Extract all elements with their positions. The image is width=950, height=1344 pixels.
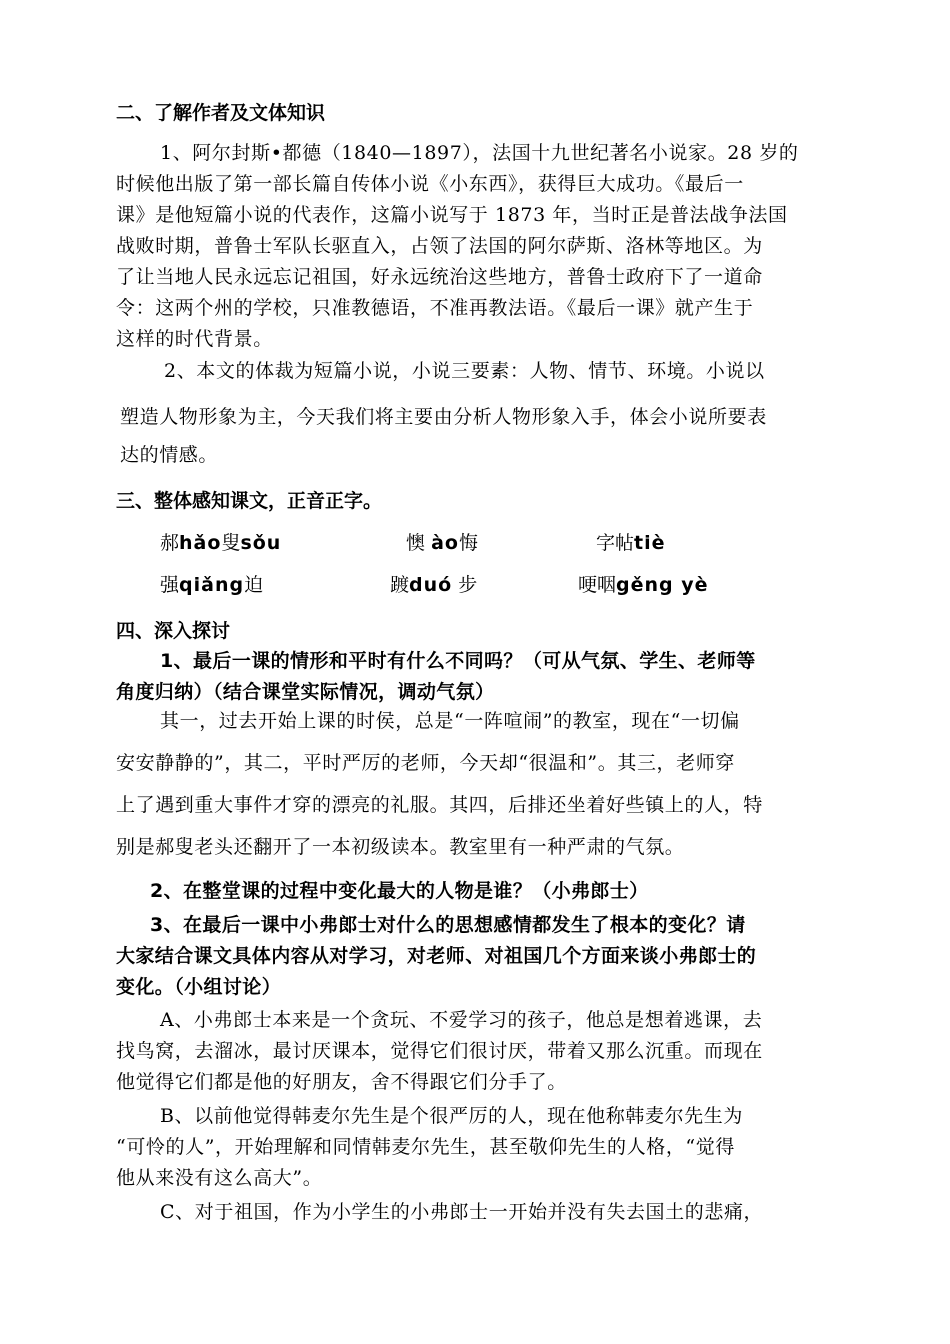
question-line: 大家结合课文具体内容从对学习，对老师、对祖国几个方面来谈小弗郎士的 <box>116 945 757 967</box>
paragraph-line: 了让当地人民永远忘记祖国，好永远统治这些地方，普鲁士政府下了一道命 <box>116 266 763 288</box>
answer-line: 他觉得它们都是他的好朋友，舍不得跟它们分手了。 <box>116 1071 567 1093</box>
answer-line: 安安静静的”，其二，平时严厉的老师，今天却“很温和”。其三，老师穿 <box>116 752 735 774</box>
vocab-word: 迫 <box>244 574 264 596</box>
paragraph-line: 1、阿尔封斯•都德（1840—1897），法国十九世纪著名小说家。28 岁的 <box>160 142 799 164</box>
pinyin: duó <box>409 574 453 596</box>
pinyin-entry <box>406 528 478 555</box>
pinyin-entry <box>578 570 709 597</box>
pinyin: ào <box>431 532 459 554</box>
question-line: 3、在最后一课中小弗郎士对什么的思想感情都发生了根本的变化？请 <box>150 914 746 936</box>
pinyin-entry <box>596 528 666 555</box>
answer-line: B、以前他觉得韩麦尔先生是个很严厉的人，现在他称韩麦尔先生为 <box>160 1105 743 1127</box>
paragraph-line: 达的情感。 <box>120 444 219 466</box>
question-line: 1、最后一课的情形和平时有什么不同吗？（可从气氛、学生、老师等 <box>160 650 756 672</box>
vocab-word: 郝 <box>160 532 180 554</box>
paragraph-line: 课》是他短篇小说的代表作，这篇小说写于 1873 年，当时正是普法战争法国 <box>116 204 788 226</box>
pinyin: tiè <box>634 532 666 554</box>
section-4-heading: 四、深入探讨 <box>116 620 231 642</box>
vocab-word: 懊 <box>406 532 426 554</box>
answer-line: A、小弗郎士本来是一个贪玩、不爱学习的孩子，他总是想着逃课，去 <box>160 1009 763 1031</box>
pinyin-entry <box>160 570 263 597</box>
pinyin: hǎo <box>179 532 222 554</box>
pinyin-entry <box>160 528 281 555</box>
question-line: 变化。（小组讨论） <box>116 976 282 998</box>
vocab-word: 步 <box>458 574 478 596</box>
pinyin-entry <box>390 570 477 597</box>
paragraph-line: 战败时期，普鲁士军队长驱直入，占领了法国的阿尔萨斯、洛林等地区。为 <box>116 235 763 257</box>
paragraph-line: 这样的时代背景。 <box>116 328 273 350</box>
answer-line: C、对于祖国，作为小学生的小弗郎士一开始并没有失去国土的悲痛， <box>160 1201 764 1223</box>
pinyin: sǒu <box>240 532 282 554</box>
question-line: 角度归纳）（结合课堂实际情况，调动气氛） <box>116 681 495 703</box>
paragraph-line: 时候他出版了第一部长篇自传体小说《小东西》，获得巨大成功。《最后一 <box>116 173 744 195</box>
pinyin: gěng yè <box>616 574 709 596</box>
vocab-word: 悔 <box>458 532 478 554</box>
vocab-word: 叟 <box>221 532 241 554</box>
answer-line: 其一，过去开始上课的时侯，总是“一阵喧闹”的教室，现在“一切偏 <box>160 710 740 732</box>
section-3-heading: 三、整体感知课文，正音正字。 <box>116 490 383 512</box>
paragraph-line: 2、本文的体裁为短篇小说，小说三要素：人物、情节、环境。小说以 <box>164 360 765 382</box>
answer-line: 别是郝叟老头还翻开了一本初级读本。教室里有一种严肃的气氛。 <box>116 836 685 858</box>
vocab-word: 强 <box>160 574 180 596</box>
answer-line: 上了遇到重大事件才穿的漂亮的礼服。其四，后排还坐着好些镇上的人，特 <box>116 794 763 816</box>
answer-line: 他从来没有这么高大”。 <box>116 1167 323 1189</box>
answer-line: 找鸟窝，去溜冰，最讨厌课本，觉得它们很讨厌，带着又那么沉重。而现在 <box>116 1040 763 1062</box>
vocab-word: 字帖 <box>596 532 635 554</box>
vocab-word: 哽咽 <box>578 574 617 596</box>
question-line: 2、在整堂课的过程中变化最大的人物是谁？（小弗郎士） <box>150 880 649 902</box>
paragraph-line: 令：这两个州的学校，只准教德语，不准再教法语。《最后一课》就产生于 <box>116 297 754 319</box>
pinyin: qiǎng <box>179 574 245 596</box>
section-2-heading: 二、了解作者及文体知识 <box>116 102 326 124</box>
vocab-word: 踱 <box>390 574 410 596</box>
paragraph-line: 塑造人物形象为主，今天我们将主要由分析人物形象入手，体会小说所要表 <box>120 406 767 428</box>
answer-line: “可怜的人”，开始理解和同情韩麦尔先生，甚至敬仰先生的人格，“觉得 <box>116 1136 735 1158</box>
